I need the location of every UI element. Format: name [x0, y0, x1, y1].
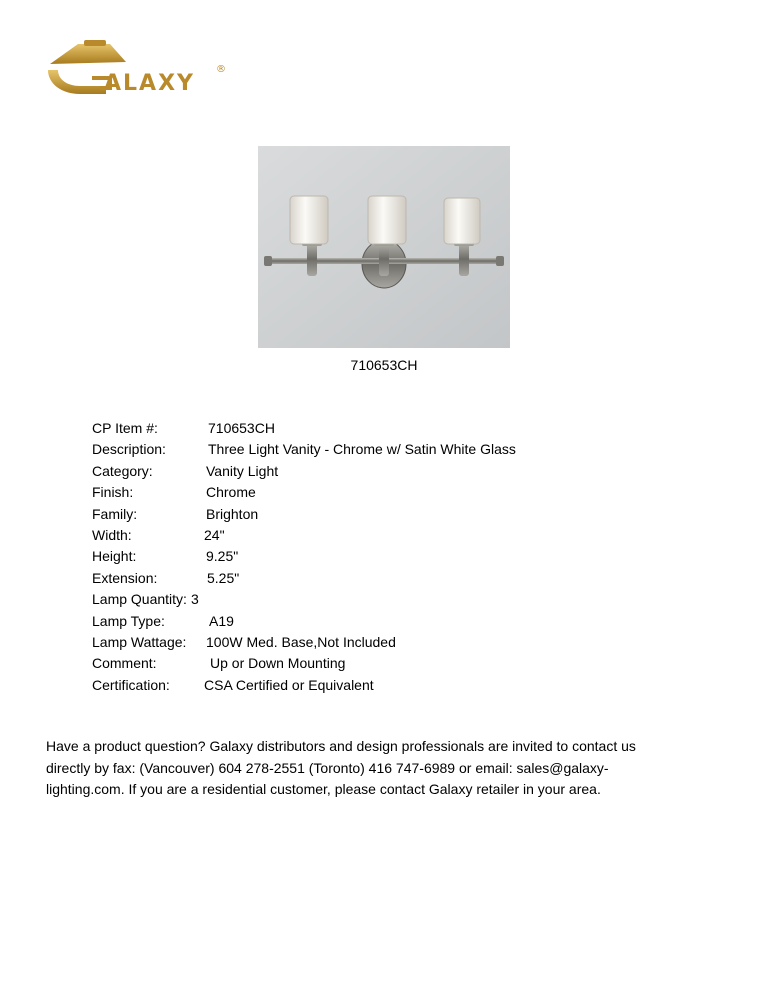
spec-label: Description: — [92, 441, 166, 458]
spec-label: Lamp Quantity: — [92, 591, 187, 608]
spec-label: Lamp Wattage: — [92, 634, 187, 651]
spec-row — [92, 482, 516, 503]
spec-row — [92, 504, 516, 525]
spec-value: Three Light Vanity - Chrome w/ Satin White Glass — [208, 441, 516, 458]
spec-row — [92, 589, 516, 610]
spec-label: Certification: — [92, 676, 170, 693]
spec-row — [92, 546, 516, 567]
spec-label: Comment: — [92, 655, 157, 672]
spec-value: 5.25" — [207, 569, 240, 586]
spec-value: 710653CH — [208, 420, 275, 436]
spec-row — [92, 439, 516, 460]
spec-value: Vanity Light — [206, 462, 279, 479]
spec-label: Finish: — [92, 484, 134, 501]
spec-label: Extension: — [92, 569, 158, 586]
spec-row — [92, 568, 516, 589]
spec-value: 9.25" — [206, 548, 239, 565]
spec-row — [92, 461, 516, 482]
spec-label: Family: — [92, 505, 138, 522]
contact-paragraph — [46, 736, 726, 801]
svg-text:®: ® — [216, 64, 226, 75]
spec-value: 3 — [191, 591, 199, 608]
spec-row — [92, 418, 516, 439]
spec-list — [92, 418, 516, 696]
spec-label: Lamp Type: — [92, 612, 165, 629]
spec-value: 100W Med. Base,Not Included — [206, 634, 396, 651]
image-caption: 710653CH — [350, 357, 418, 373]
spec-label: CP Item #: — [92, 420, 158, 436]
spec-value: Chrome — [206, 484, 256, 501]
spec-value: Brighton — [206, 505, 259, 522]
product-image — [258, 146, 510, 348]
contact-line: lighting.com. If you are a residential customer, please contact Galaxy retailer in your area. — [46, 781, 601, 797]
logo-wordmark: ALAXY — [104, 71, 195, 96]
spec-row — [92, 611, 516, 632]
spec-value: CSA Certified or Equivalent — [204, 676, 374, 693]
spec-value: A19 — [209, 612, 234, 629]
contact-line: directly by fax: (Vancouver) 604 278-2551 (Toronto) 416 747-6989 or email: sales@galaxy- — [46, 759, 609, 776]
spec-row — [92, 675, 516, 696]
spec-row — [92, 525, 516, 546]
spec-row — [92, 632, 516, 653]
spec-label: Width: — [92, 527, 132, 544]
galaxy-logo — [46, 40, 246, 100]
spec-label: Category: — [92, 462, 153, 479]
spec-value: 24" — [204, 527, 225, 544]
contact-line: Have a product question? Galaxy distributors and design professionals are invited to contact us — [46, 738, 636, 754]
spec-row — [92, 653, 516, 674]
spec-label: Height: — [92, 548, 137, 565]
spec-value: Up or Down Mounting — [210, 655, 346, 672]
